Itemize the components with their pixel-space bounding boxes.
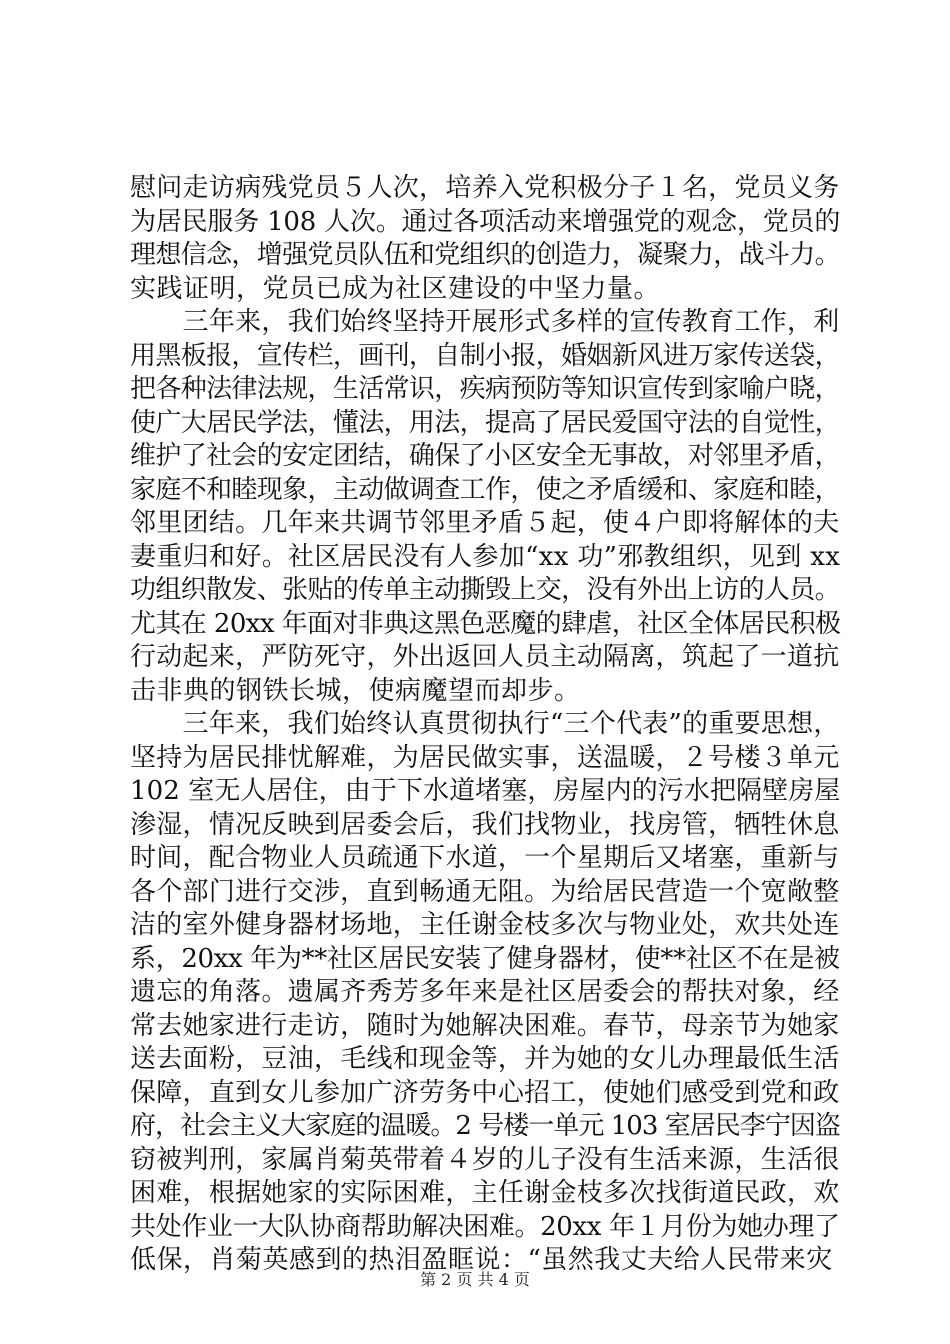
text-line: 时间，配合物业人员疏通下水道，一个星期后又堵塞，重新与 bbox=[130, 843, 840, 873]
text-line: 实践证明，党员已成为社区建设的中坚力量。 bbox=[130, 273, 661, 304]
text-line: 共处作业一大队协商帮助解决困难。20xx 年１月份为她办理了 bbox=[130, 1211, 840, 1242]
text-line: 理想信念，增强党员队伍和党组织的创造力，凝聚力，战斗力。 bbox=[130, 240, 841, 270]
text-line: 洁的室外健身器材场地，主任谢金枝多次与物业处，欢共处连 bbox=[130, 910, 840, 940]
text-line: 困难，根据她家的实际困难，主任谢金枝多次找街道民政，欢 bbox=[130, 1178, 840, 1208]
text-line: 为居民服务 108 人次。通过各项活动来增强党的观念，党员的 bbox=[130, 206, 841, 237]
text-line: 三年来，我们始终认真贯彻执行“三个代表”的重要思想， bbox=[130, 709, 840, 739]
text-line: 行动起来，严防死守，外出返回人员主动隔离，筑起了一道抗 bbox=[130, 642, 840, 672]
text-line: 府，社会主义大家庭的温暖。2 号楼一单元 103 室居民李宁因盗 bbox=[130, 1111, 840, 1141]
text-line: 三年来，我们始终坚持开展形式多样的宣传教育工作，利 bbox=[130, 307, 840, 337]
page-footer: 第 2 页 共 4 页 bbox=[420, 1270, 530, 1289]
body-text bbox=[130, 172, 840, 1278]
text-line: 系，20xx 年为**社区居民安装了健身器材，使**社区不在是被 bbox=[130, 943, 840, 974]
text-line: 遗忘的角落。遗属齐秀芳多年来是社区居委会的帮扶对象，经 bbox=[130, 977, 840, 1007]
text-line: 102 室无人居住，由于下水道堵塞，房屋内的污水把隔壁房屋 bbox=[130, 776, 841, 806]
text-line: 邻里团结。几年来共调节邻里矛盾５起，使４户即将解体的夫 bbox=[130, 508, 840, 538]
text-line: 妻重归和好。社区居民没有人参加“xx 功”邪教组织，见到 xx bbox=[130, 541, 841, 572]
text-line: 把各种法律法规，生活常识，疾病预防等知识宣传到家喻户晓， bbox=[130, 374, 841, 404]
text-line: 坚持为居民排忧解难，为居民做实事，送温暖，２号楼３单元 bbox=[130, 742, 840, 773]
text-line: 击非典的钢铁长城，使病魔望而却步。 bbox=[130, 675, 581, 706]
text-line: 常去她家进行走访，随时为她解决困难。春节，母亲节为她家 bbox=[130, 1010, 840, 1041]
text-line: 渗湿，情况反映到居委会后，我们找物业，找房管，牺牲休息 bbox=[130, 809, 840, 840]
text-line: 窃被判刑，家属肖菊英带着４岁的儿子没有生活来源，生活很 bbox=[130, 1144, 840, 1175]
text-line: 送去面粉，豆油，毛线和现金等，并为她的女儿办理最低生活 bbox=[130, 1044, 840, 1074]
text-line: 尤其在 20xx 年面对非典这黑色恶魔的肆虐，社区全体居民积极 bbox=[130, 608, 841, 639]
text-line: 家庭不和睦现象，主动做调查工作，使之矛盾缓和、家庭和睦， bbox=[130, 474, 841, 505]
text-line: 各个部门进行交涉，直到畅通无阻。为给居民营造一个宽敞整 bbox=[130, 876, 840, 907]
text-line: 低保，肖菊英感到的热泪盈眶说：“虽然我丈夫给人民带来灾 bbox=[130, 1245, 833, 1275]
text-line: 慰问走访病残党员５人次，培养入党积极分子１名，党员义务 bbox=[130, 173, 840, 203]
text-line: 功组织散发、张贴的传单主动撕毁上交，没有外出上访的人员。 bbox=[130, 575, 841, 605]
text-line: 使广大居民学法，懂法，用法，提高了居民爱国守法的自觉性， bbox=[130, 407, 841, 438]
text-line: 保障，直到女儿参加广济劳务中心招工，使她们感受到党和政 bbox=[130, 1077, 840, 1108]
text-line: 维护了社会的安定团结，确保了小区安全无事故，对邻里矛盾， bbox=[130, 441, 841, 471]
text-line: 用黑板报，宣传栏，画刊，自制小报，婚姻新风进万家传送袋， bbox=[130, 340, 841, 371]
